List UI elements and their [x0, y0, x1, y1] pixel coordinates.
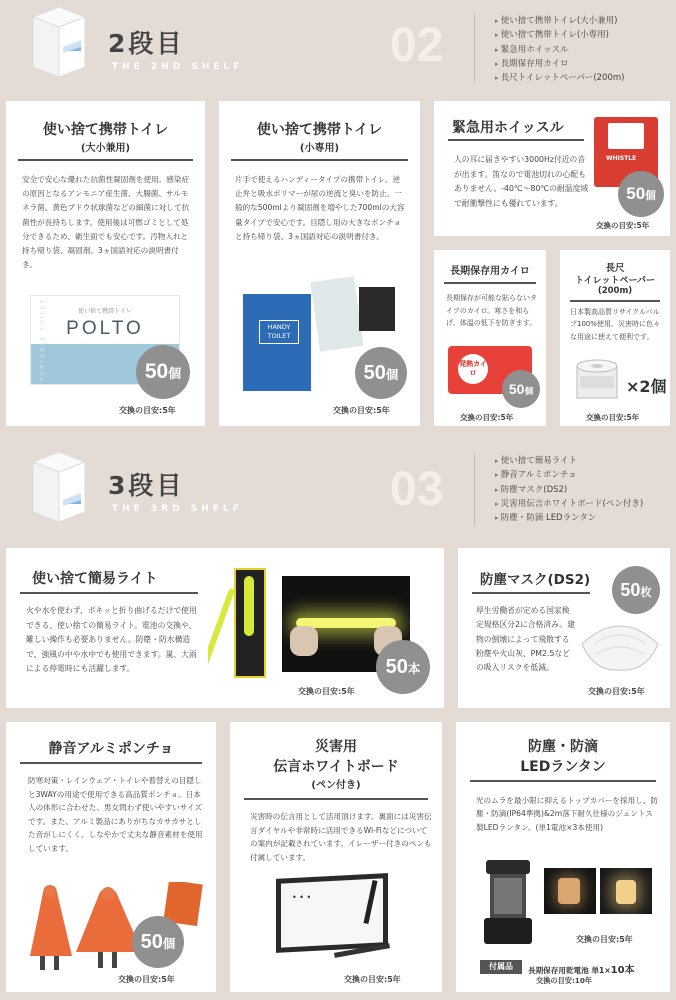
card-title: 災害用: [315, 739, 357, 755]
product-image-lantern: [478, 856, 538, 948]
quantity-badge: 50個: [355, 347, 407, 399]
shelf3-subtitle: THE 3RD SHELF: [112, 504, 243, 514]
card-toilet-small: [219, 101, 420, 426]
replace-interval: 交換の目安:5年: [119, 406, 176, 415]
list-item: ▸ 災害用伝言ホワイトボード(ペン付き): [495, 497, 643, 511]
product-bag-image: [310, 276, 363, 351]
card-body: 光のムラを最小限に抑えるトップカバーを採用し、防塵・防滴(IP64準拠)&2m落下耐久仕様のジェントス製LEDランタン。(単1電池×3本使用): [476, 796, 658, 832]
replace-interval: 交換の目安:5年: [588, 687, 645, 696]
product-name: HANDY TOILET: [259, 320, 299, 344]
quantity-badge: 50個: [136, 345, 190, 399]
list-item: ▸ 使い捨て携帯トイレ(小専用): [495, 28, 624, 42]
shelf2-number: 02: [390, 19, 444, 72]
replace-interval: 交換の目安:5年: [576, 935, 633, 944]
quantity-badge: 50個: [502, 370, 540, 408]
shelf-cabinet-icon: [33, 452, 85, 522]
replace-interval: 交換の目安:5年: [118, 975, 175, 984]
card-toilet-paper: [560, 250, 670, 426]
product-image-handy-toilet: [243, 294, 311, 391]
card-title: 長尺: [605, 263, 625, 274]
list-item: ▸ 緊急用ホイッスル: [495, 43, 624, 57]
product-side-label: PORTABLE TOILET: [39, 297, 47, 382]
card-body: 災害時の伝言用として活用頂けます。裏面には災害伝言ダイヤルや非常時に活用できるWi-Fiなどについての案内が記載されています。イレーザー付きのペンも付属しています。: [250, 812, 432, 862]
divider: [474, 14, 475, 82]
title-rule: [448, 139, 584, 141]
shelf3-title: 3段目: [108, 471, 185, 500]
replace-interval: 交換の目安:5年: [586, 413, 640, 422]
divider: [474, 454, 475, 526]
accessory-label: 付属品: [480, 960, 522, 974]
title-rule: [470, 780, 656, 782]
card-title: 静音アルミポンチョ: [48, 741, 174, 757]
card-body: 日本製高品質リサイクルパルプ100%使用。災害時に色々な用途に使えて便利です。: [570, 308, 661, 341]
replace-interval: 交換の目安:5年: [333, 406, 390, 415]
lantern-photo-lit: [600, 868, 652, 914]
product-name: POLTO: [66, 318, 144, 339]
quantity-badge: 50枚: [612, 566, 660, 614]
card-title: 使い捨て携帯トイレ: [256, 122, 383, 138]
product-pouch-image: [359, 287, 395, 331]
card-title: 使い捨て簡易ライト: [32, 571, 158, 587]
shelf3-number: 03: [390, 463, 444, 516]
shelf2-title: 2段目: [108, 29, 185, 58]
shelf2-subtitle: THE 2ND SHELF: [112, 62, 244, 72]
product-image-toilet-paper: [574, 358, 620, 402]
replace-interval: 交換の目安:5年: [460, 413, 514, 422]
card-title: 使い捨て携帯トイレ: [42, 122, 169, 138]
card-light: [6, 548, 444, 708]
shelf3-item-list: [495, 454, 643, 525]
title-rule: [20, 762, 202, 764]
title-rule: [244, 798, 428, 800]
list-item: ▸ 静音アルミポンチョ: [495, 468, 643, 482]
product-name: WHISTLE: [606, 155, 637, 162]
card-body: 長期保存が可能な貼らないタイプのカイロ。寒さを和らげ、体温の低下を防ぎます。: [446, 294, 537, 327]
card-title: 防塵マスク(DS2): [480, 572, 591, 588]
accessory-text: 長期保存用乾電池 単1×10本: [528, 965, 635, 976]
product-label: 使い捨て携帯トイレ: [78, 308, 132, 315]
quantity-label: ×2個: [626, 377, 667, 396]
quantity-badge: 50個: [618, 171, 664, 217]
card-poncho: [6, 722, 216, 992]
card-title-line2: 伝言ホワイトボード: [273, 759, 399, 775]
title-rule: [20, 592, 198, 594]
card-subtitle: (200m): [597, 286, 633, 296]
card-whistle: [434, 101, 670, 236]
list-item: ▸ 使い捨て簡易ライト: [495, 454, 643, 468]
card-title: 長期保存用カイロ: [450, 266, 530, 277]
title-rule: [444, 282, 536, 284]
card-body: 防寒対策・レインウェア・トイレや着替えの目隠しと3WAYの用途で使用できる高品質ポンチョ。日本人の体形に合わせた、男女問わず使いやすいサイズです。また、アルミ製品にありがちなカサカサとした音がしにくく、しなやかで丈夫な静音素材を使用しています。: [28, 776, 203, 853]
card-whiteboard: [230, 722, 442, 992]
card-body: 人の耳に届きやすい3000Hz付近の音が出ます。笛なので電池切れの心配もありません。-40℃〜80℃の耐温度域で耐衝撃性にも優れています。: [454, 155, 589, 208]
shelf2-item-list: [495, 14, 624, 85]
list-item: ▸ 防塵・防滴 LEDランタン: [495, 511, 643, 525]
product-name: 発熱カイロ: [458, 354, 488, 384]
replace-interval: 交換の目安:5年: [596, 221, 650, 230]
quantity-badge: 50個: [132, 916, 184, 968]
accessory-replace-interval: 交換の目安:10年: [536, 976, 593, 985]
card-body: 片手で使えるハンディータイプの携帯トイレ。逆止弁と吸水ポリマーが尿の逆流と臭いを防止。一般的な500mlより凝固剤を増やした700mlの大容量タイプで安心です。目隠し用の大きなポンチョと持ち帰り袋、3ヵ国語対応の説明書付き。: [235, 175, 405, 241]
title-rule: [570, 300, 660, 302]
card-body: 厚生労働省が定める国家検定規格区分2に合格済み。建物の倒壊によって飛散する粉塵や火山灰、PM2.5などの吸入リスクを低減。: [476, 606, 575, 673]
card-kairo: [434, 250, 546, 426]
title-rule: [472, 592, 590, 594]
list-item: ▸ 防塵マスク(DS2): [495, 483, 643, 497]
product-image-whiteboard: • • •: [274, 872, 398, 962]
list-item: ▸ 長尺トイレットペーパー(200m): [495, 71, 624, 85]
card-title: 防塵・防滴: [528, 739, 598, 755]
product-image-light-stick: [208, 564, 270, 688]
list-item: ▸ 使い捨て携帯トイレ(大小兼用): [495, 14, 624, 28]
card-lantern: [456, 722, 670, 992]
card-mask: [458, 548, 670, 708]
card-title-line2: LEDランタン: [520, 759, 606, 775]
card-toilet-large: [6, 101, 205, 426]
lantern-photo-dark: [544, 868, 596, 914]
list-item: ▸ 長期保存用カイロ: [495, 57, 624, 71]
card-subtitle: (ペン付き): [311, 780, 361, 791]
quantity-badge: 50本: [376, 640, 430, 694]
product-image-mask: [576, 614, 664, 674]
card-subtitle: (大小兼用): [80, 143, 131, 154]
card-body: 火や水を使わず、ポキッと折り曲げるだけで使用できる、使い捨ての簡易ライト。電池の交換や、難しい操作も必要ありません。防塵・防水構造で、強風の中や水中でも使用できます。嵐、大雨による停電時にも活躍します。: [26, 606, 197, 673]
card-subtitle: (小専用): [299, 143, 340, 154]
card-title: 緊急用ホイッスル: [452, 120, 564, 136]
title-rule: [18, 159, 193, 161]
replace-interval: 交換の目安:5年: [298, 687, 355, 696]
replace-interval: 交換の目安:5年: [344, 975, 401, 984]
card-body: 安全で安心な優れた抗菌性凝固剤を使用。感染症の原因となるアンモニア産生菌、大腸菌、サルモネラ菌、黄色ブドウ状球菌などの細菌に対して抗菌性が長持ちします。使用後は可燃ゴミとして処分できるため、衛生面でも安心です。汚物入れと持ち帰り袋、凝固剤、3ヵ国語対応の説明書付き。: [22, 175, 190, 270]
card-title-line2: トイレットペーパー: [574, 276, 655, 286]
shelf-cabinet-icon: [33, 7, 85, 77]
title-rule: [231, 159, 408, 161]
